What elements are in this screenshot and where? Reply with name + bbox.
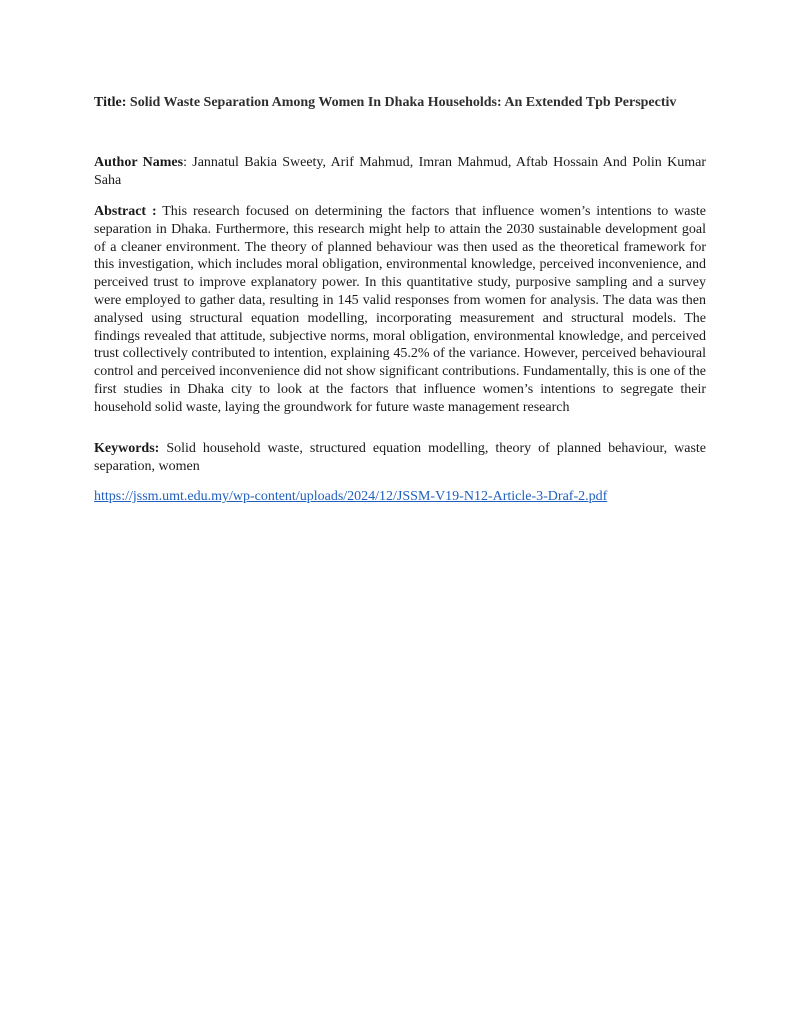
keywords [94,440,706,476]
paper-title [94,93,734,112]
abstract [94,203,706,417]
keywords-text: Solid household waste, structured equation modelling, theory of planned behaviour, waste separation, women [94,441,706,474]
keywords-label: Keywords: [94,441,160,456]
article-pdf-link[interactable]: https://jssm.umt.edu.my/wp-content/uploads/2024/12/JSSM-V19-N12-Article-3-Draf-2.pdf [94,489,608,504]
abstract-text: This research focused on determining the factors that influence women’s intentions to waste separation in Dhaka. Furthermore, this research might help to attain the 2030 sustainable development goal of a cleaner environment. The theory of planned behaviour was then used as the theoretical framework for this investigation, which includes moral obligation, environmental knowledge, perceived inconvenience, and perceived trust to improve explanatory power. In this quantitative study, purposive sampling and a survey were employed to gather data, resulting in 145 valid responses from women for analysis. The data was then analysed using structural equation modelling, incorporating measurement and structural models. The findings revealed that attitude, subjective norms, moral obligation, environmental knowledge, and perceived trust collectively contributed to intention, explaining 45.2% of the variance. However, perceived behavioural control and perceived inconvenience did not show significant contributions. Fundamentally, this is one of the first studies in Dhaka city to look at the factors that influence women’s intentions to segregate their household solid waste, laying the groundwork for future waste management research [94,204,707,415]
title-label: Title: [94,95,127,110]
title-text: Solid Waste Separation Among Women In Dhaka Households: An Extended Tpb Perspectiv [129,95,677,110]
author-names [94,154,706,190]
author-names-text: : Jannatul Bakia Sweety, Arif Mahmud, Imran Mahmud, Aftab Hossain And Polin Kumar Saha [94,155,706,188]
author-names-label: Author Names [94,155,184,170]
abstract-label: Abstract : [94,204,157,219]
